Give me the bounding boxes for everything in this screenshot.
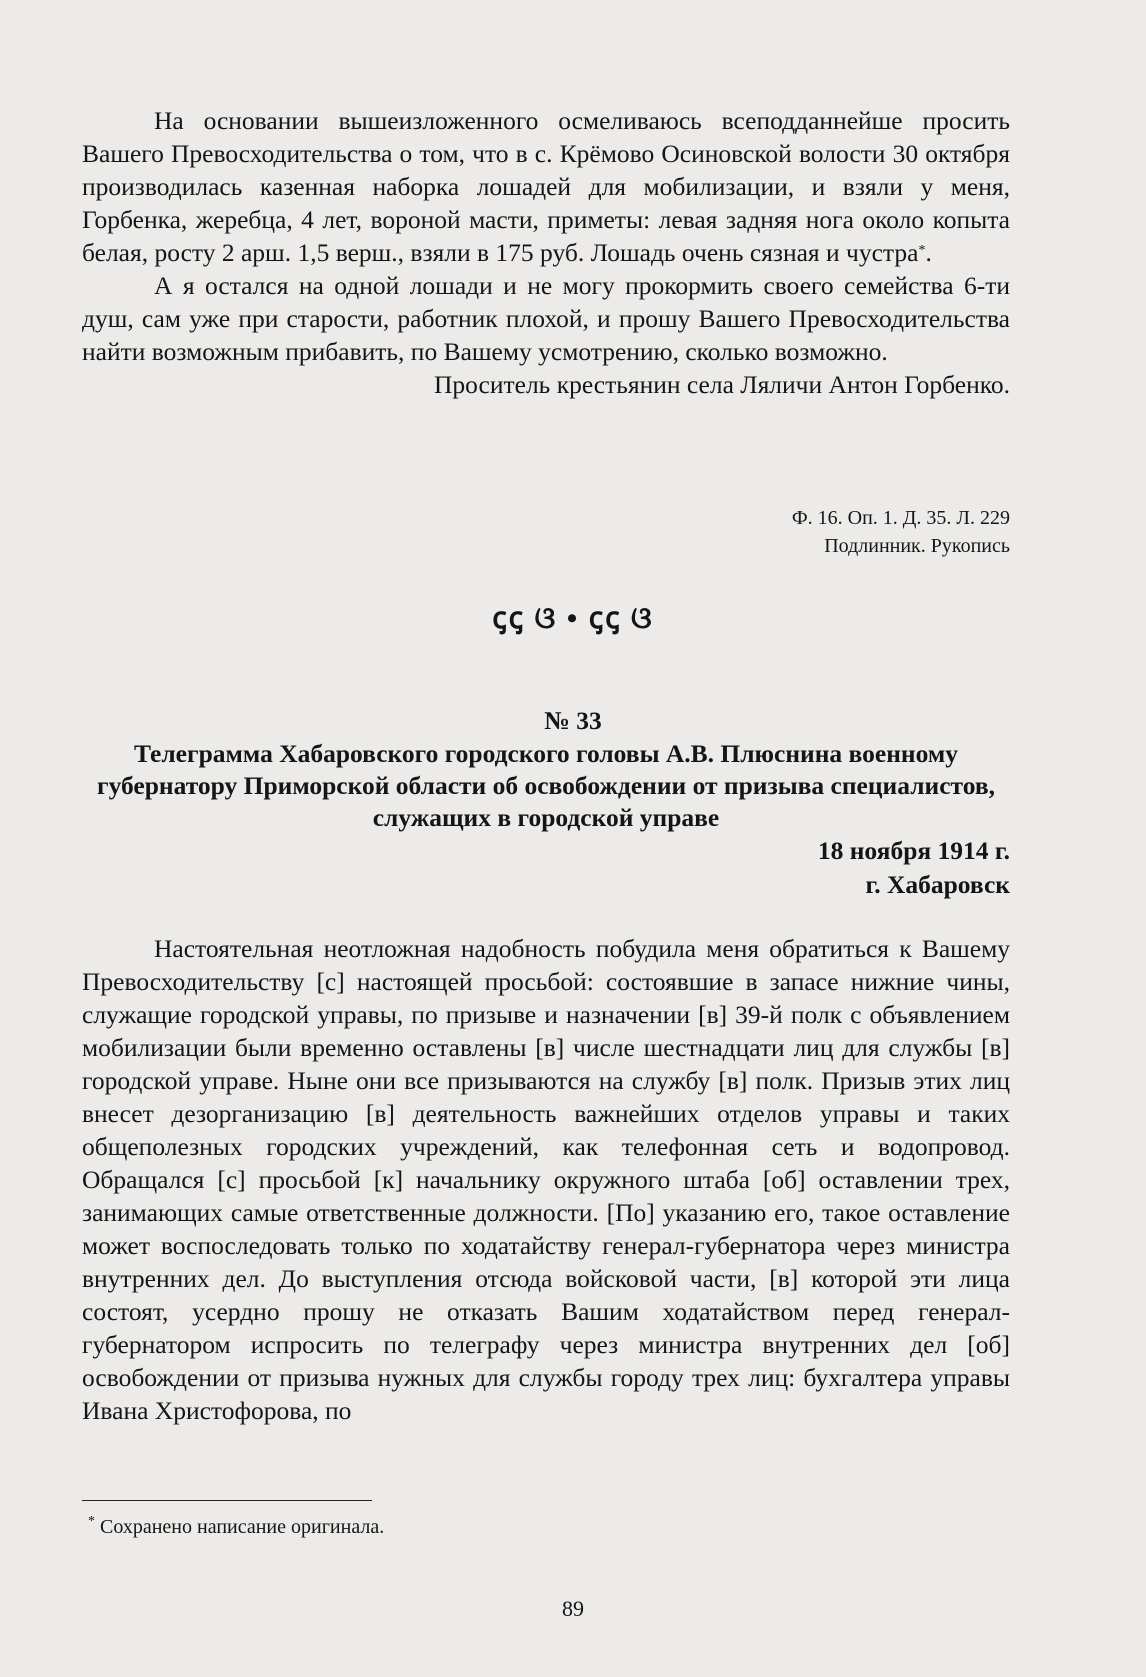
- archive-fund: Ф. 16. Оп. 1. Д. 35. Л. 229: [791, 507, 1010, 529]
- petition-text-1: На основании вышеизложенного осмеливаюсь всеподданнейше просить Вашего Превосходительства о том, что в с. Крёмово Осиновской волости 30 октября производилась казенная наборка лошадей для мобилизации, и взяли у меня, Горбенка, жеребца, 4 лет, вороной масти, приметы: левая задняя нога около копыта белая, росту 2 арш. 1,5 верш., взяли в 175 руб. Лошадь очень сязная и чустра: [82, 106, 1010, 267]
- petition-paragraph-2: А я остался на одной лошади и не могу прокормить своего семейства 6-ти душ, сам уже при старости, работник плохой, и прошу Вашего Превосходительства найти возможным прибавить, по Вашему усмотрению, сколько возможно.: [82, 271, 1010, 366]
- footnote-divider: [82, 1500, 372, 1501]
- petition-signature: Проситель крестьянин села Ляличи Антон Горбенко.: [433, 370, 1010, 399]
- footnote-reference: *: [918, 243, 926, 258]
- petition-text-1-end: .: [925, 238, 932, 267]
- page-number: 89: [562, 1596, 584, 1621]
- document-number: № 33: [544, 706, 602, 735]
- footnote-text: Сохранено написание оригинала.: [95, 1516, 385, 1538]
- section-divider-ornament: ꞔꞔ ଓ • ꞔꞔ ଓ: [492, 602, 654, 635]
- document-place: г. Хабаровск: [865, 870, 1010, 899]
- footnote: [88, 1516, 384, 1539]
- document-date: 18 ноября 1914 г.: [817, 836, 1010, 865]
- archive-type: Подлинник. Рукопись: [824, 535, 1010, 557]
- telegram-block: [82, 932, 1010, 1427]
- petition-block: [82, 104, 1010, 401]
- telegram-paragraph: Настоятельная неотложная надобность побудила меня обратиться к Вашему Превосходительству [с] настоящей просьбой: состоявшие в запасе нижние чины, служащие городской управы, по призыве и назначении [в] 39-й полк с объявлением мобилизации были временно оставлены [в] числе шестнадцати лиц для службы [в] городской управе. Ныне они все призываются на службу [в] полк. Призыв этих лиц внесет дезорганизацию [в] деятельность важнейших отделов управы и таких общеполезных городских учреждений, как телефонная сеть и водопровод. Обращался [с] просьбой [к] начальнику окружного штаба [об] оставлении трех, занимающих самые ответственные должности. [По] указанию его, такое оставление может воспоследовать только по ходатайству генерал-губернатора через министра внутренних дел. До выступления отсюда войсковой части, [в] которой эти лица состоят, усердно прошу не отказать Вашим ходатайством перед генерал-губернатором испросить по телеграфу через министра внутренних дел [об] освобождении от призыва нужных для службы городу трех лиц: бухгалтера управы Ивана Христофорова, по: [82, 934, 1010, 1425]
- petition-paragraph-1: [82, 104, 1010, 269]
- footnote-mark: *: [88, 1514, 95, 1529]
- document-title: Телеграмма Хабаровского городского головы А.В. Плюснина военному губернатору Приморской области об освобождении от призыва специалистов, служащих в городской управе: [97, 739, 995, 832]
- archive-reference: [792, 504, 1010, 560]
